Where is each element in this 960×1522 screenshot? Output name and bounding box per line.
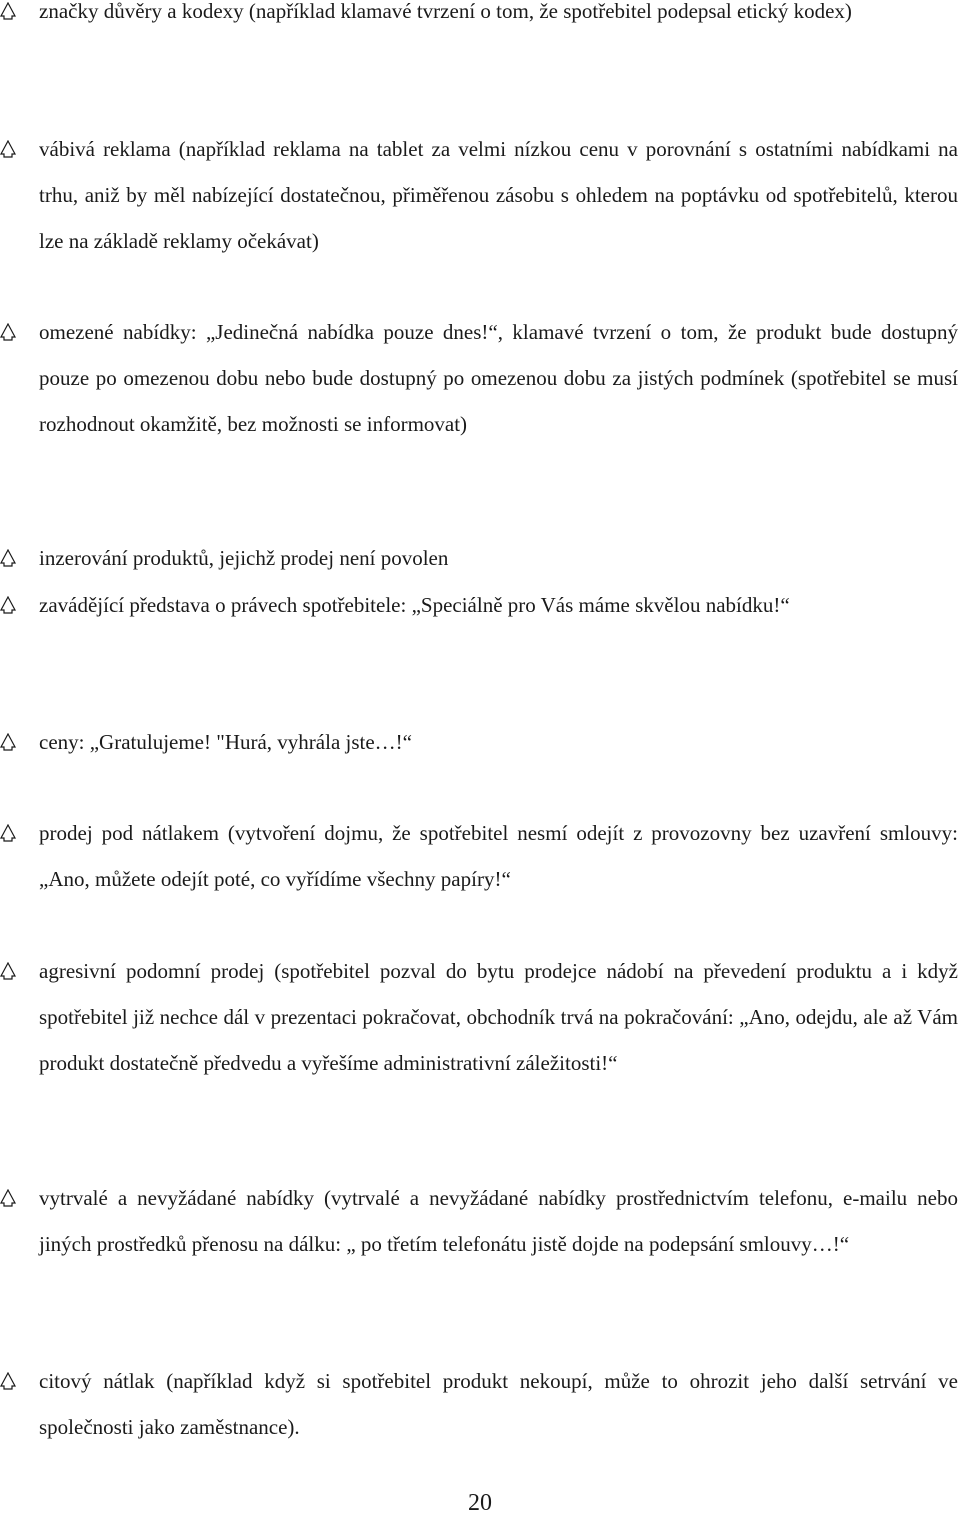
pointer-hand-icon <box>0 596 16 614</box>
pointer-hand-icon <box>0 140 16 158</box>
pointer-hand-icon <box>0 2 16 20</box>
pointer-hand-icon <box>0 1189 16 1207</box>
pointer-hand-icon <box>0 962 16 980</box>
list-item-text: agresivní podomní prodej (spotřebitel pozval do bytu prodejce nádobí na převedení produktu a i když spotřebitel již nechce dál v prezentaci pokračovat, obchodník trvá na pokračování: „Ano, odejdu, ale až Vám produkt dostatečně předvedu a vyřešíme administrativní záležitosti!“ <box>39 959 958 1075</box>
list-item-text: prodej pod nátlakem (vytvoření dojmu, že spotřebitel nesmí odejít z provozovny bez uzavření smlouvy: „Ano, můžete odejít poté, co vyřídíme všechny papíry!“ <box>39 821 958 891</box>
pointer-hand-icon <box>0 824 16 842</box>
list-item-text: inzerování produktů, jejichž prodej není povolen <box>39 546 449 570</box>
list-item-text: citový nátlak (například když si spotřebitel produkt nekoupí, může to ohrozit jeho další setrvání ve společnosti jako zaměstnance). <box>39 1369 958 1439</box>
list-item-text: značky důvěry a kodexy (například klamavé tvrzení o tom, že spotřebitel podepsal etický kodex) <box>39 0 852 23</box>
pointer-hand-icon <box>0 323 16 341</box>
list-item-text: zavádějící představa o právech spotřebitele: „Speciálně pro Vás máme skvělou nabídku!“ <box>39 593 790 617</box>
pointer-hand-icon <box>0 1372 16 1390</box>
pointer-hand-icon <box>0 733 16 751</box>
list-item-text: omezené nabídky: „Jedinečná nabídka pouze dnes!“, klamavé tvrzení o tom, že produkt bude dostupný pouze po omezenou dobu nebo bude dostupný po omezenou dobu za jistých podmínek (spotřebitel se musí rozhodnout okamžitě, bez možnosti se informovat) <box>39 320 958 436</box>
list-item-text: vábivá reklama (například reklama na tablet za velmi nízkou cenu v porovnání s ostatními nabídkami na trhu, aniž by měl nabízející dostatečnou, přiměřenou zásobu s ohledem na poptávku od spotřebitelů, kterou lze na základě reklamy očekávat) <box>39 137 958 253</box>
list-item-text: ceny: „Gratulujeme! "Hurá, vyhrála jste…!“ <box>39 730 412 754</box>
pointer-hand-icon <box>0 549 16 567</box>
list-item-text: vytrvalé a nevyžádané nabídky (vytrvalé a nevyžádané nabídky prostřednictvím telefonu, e-mailu nebo jiných prostředků přenosu na dálku: „ po třetím telefonátu jistě dojde na podepsání smlouvy…!“ <box>39 1186 958 1256</box>
page-number: 20 <box>468 1490 492 1516</box>
